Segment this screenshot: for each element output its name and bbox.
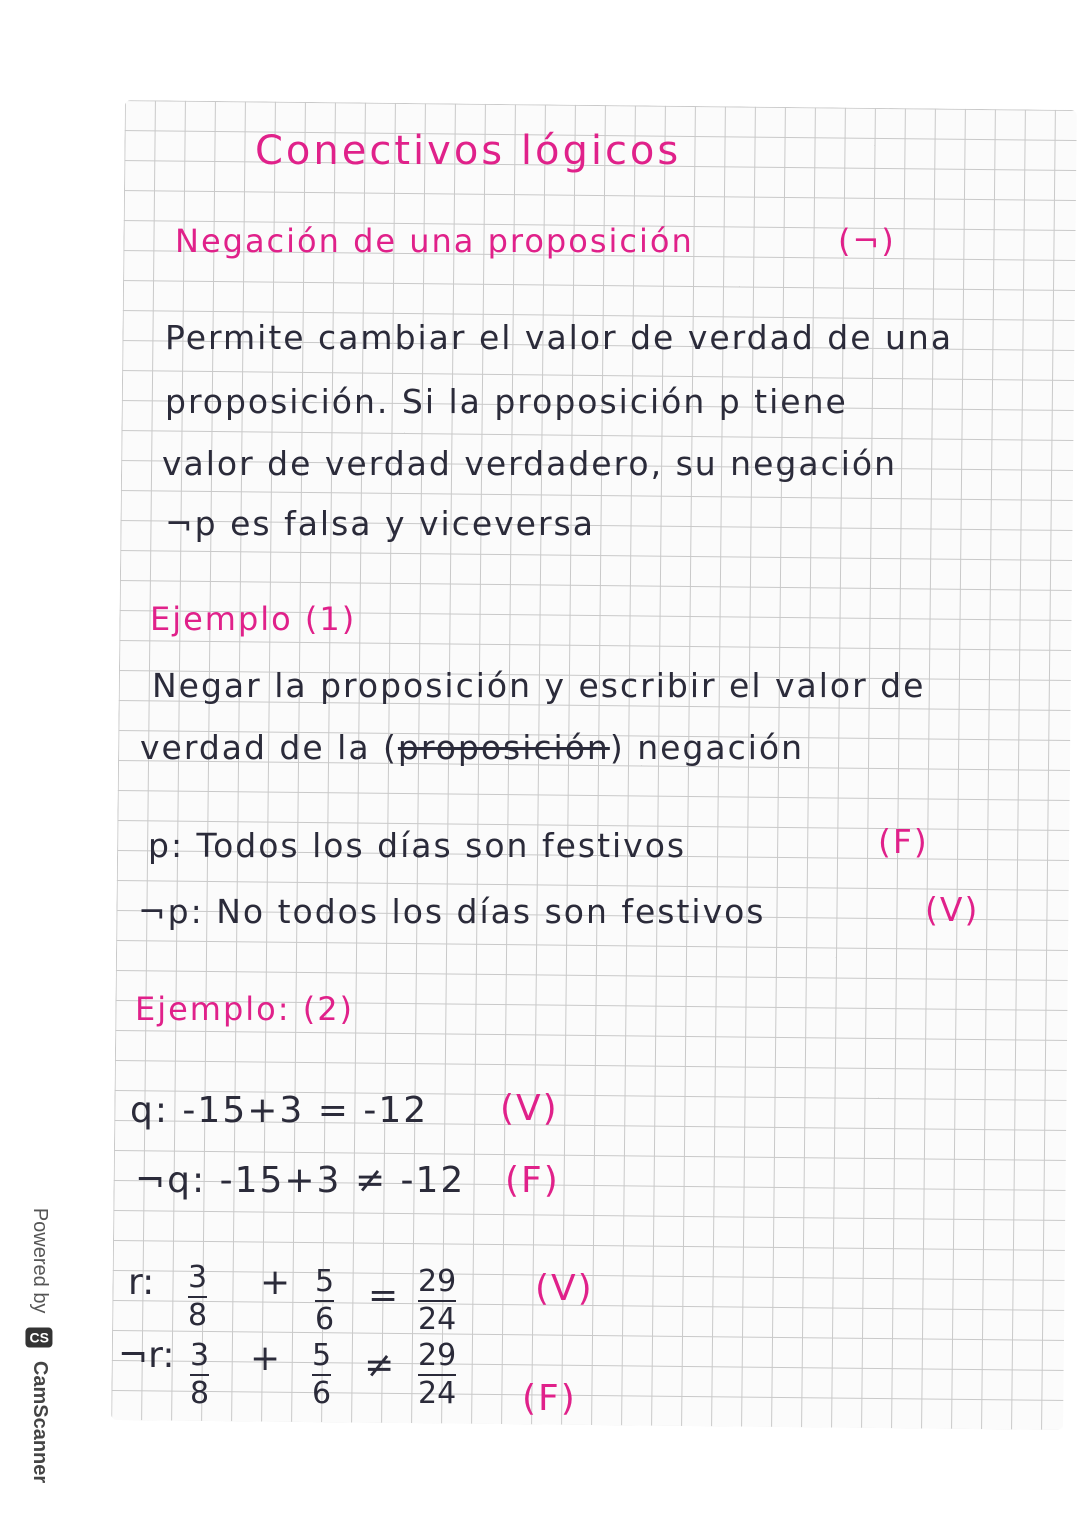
camscanner-icon: CS bbox=[26, 1327, 53, 1347]
paragraph-line-2: proposición. Si la proposición p tiene bbox=[165, 382, 848, 421]
denominator: 24 bbox=[418, 1302, 457, 1337]
q-truth-value: (V) bbox=[500, 1088, 559, 1129]
fraction-5-6 bbox=[312, 1340, 331, 1410]
denominator: 6 bbox=[312, 1376, 332, 1411]
negation-symbol: (¬) bbox=[838, 222, 896, 260]
example-1-instruction-2 bbox=[140, 728, 804, 767]
not-p-truth-value: (V) bbox=[925, 890, 980, 929]
proposition-q: q: -15+3 = -12 bbox=[130, 1090, 429, 1131]
page-title: Conectivos lógicos bbox=[255, 128, 682, 174]
numerator: 5 bbox=[312, 1338, 332, 1373]
denominator: 24 bbox=[418, 1376, 457, 1411]
paragraph-line-1: Permite cambiar el valor de verdad de una bbox=[165, 318, 954, 357]
powered-by-text: Powered by bbox=[29, 1207, 52, 1313]
plus-sign: + bbox=[260, 1262, 291, 1303]
r-label: r: bbox=[128, 1262, 155, 1303]
not-q-truth-value: (F) bbox=[505, 1160, 560, 1201]
example-1-instruction-1: Negar la proposición y escribir el valor de bbox=[152, 666, 926, 705]
numerator: 5 bbox=[315, 1264, 335, 1299]
denominator: 8 bbox=[188, 1298, 208, 1333]
example-2-label: Ejemplo: (2) bbox=[135, 990, 355, 1028]
camscanner-brand: CamScanner bbox=[29, 1360, 52, 1483]
proposition-p: p: Todos los días son festivos bbox=[148, 826, 687, 865]
r-truth-value: (V) bbox=[535, 1268, 594, 1309]
instruction-2-end: ) negación bbox=[609, 728, 804, 767]
denominator: 6 bbox=[315, 1302, 335, 1337]
numerator: 29 bbox=[418, 1338, 457, 1373]
paragraph-line-4: ¬p es falsa y viceversa bbox=[165, 504, 595, 543]
not-r-truth-value: (F) bbox=[522, 1378, 577, 1419]
fraction-29-24 bbox=[418, 1266, 456, 1336]
fraction-3-8 bbox=[190, 1340, 209, 1410]
struck-word: proposición bbox=[397, 728, 610, 767]
example-1-label: Ejemplo (1) bbox=[150, 600, 357, 638]
fraction-5-6 bbox=[315, 1266, 334, 1336]
fraction-3-8 bbox=[188, 1262, 207, 1332]
numerator: 3 bbox=[188, 1260, 208, 1295]
denominator: 8 bbox=[190, 1376, 210, 1411]
proposition-not-p: ¬p: No todos los días son festivos bbox=[138, 892, 766, 931]
p-truth-value: (F) bbox=[878, 822, 929, 861]
numerator: 29 bbox=[418, 1264, 457, 1299]
proposition-not-q: ¬q: -15+3 ≠ -12 bbox=[135, 1160, 466, 1201]
numerator: 3 bbox=[190, 1338, 210, 1373]
not-equals-sign: ≠ bbox=[364, 1345, 395, 1386]
fraction-29-24 bbox=[418, 1340, 456, 1410]
camscanner-watermark bbox=[20, 1180, 60, 1510]
instruction-2-start: verdad de la ( bbox=[140, 728, 398, 767]
section-heading: Negación de una proposición bbox=[175, 222, 694, 260]
paragraph-line-3: valor de verdad verdadero, su negación bbox=[162, 444, 897, 483]
plus-sign: + bbox=[250, 1338, 281, 1379]
equals-sign: = bbox=[368, 1275, 399, 1316]
not-r-label: ¬r: bbox=[118, 1335, 175, 1376]
